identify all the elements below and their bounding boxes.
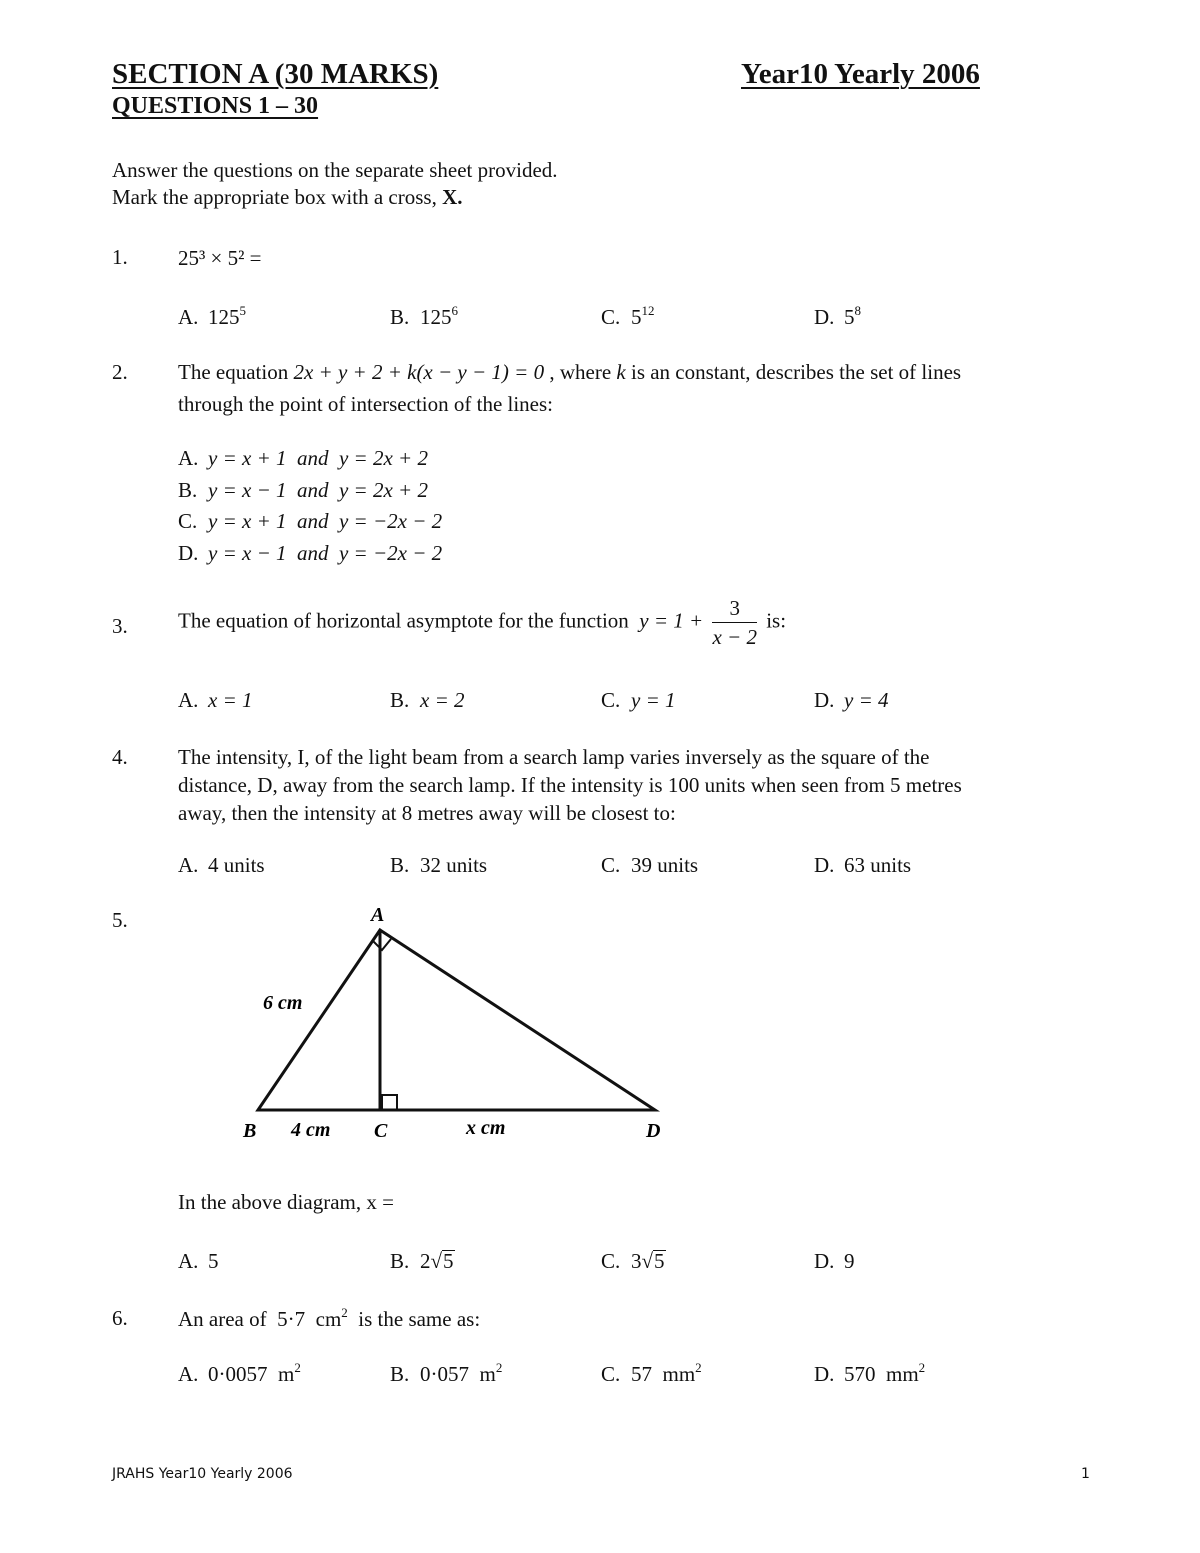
footer-school-exam: JRAHS Year10 Yearly 2006: [112, 1466, 293, 1482]
exam-title: Year10 Yearly 2006: [741, 58, 980, 90]
option-letter: B.: [390, 1249, 410, 1273]
option-text: x = 2: [420, 688, 465, 712]
option-radicand: 5: [443, 1249, 454, 1273]
triangle-abd: [258, 930, 655, 1110]
side-label-cd: x cm: [466, 1117, 506, 1139]
question-2-number: 2.: [112, 360, 128, 384]
q6-option-c: [601, 1362, 702, 1387]
question-3-number: 3.: [112, 614, 128, 638]
question-4-line-3: away, then the intensity at 8 metres away will be closest to:: [178, 801, 676, 825]
option-letter: A.: [178, 1249, 199, 1273]
right-angle-marker-c: [382, 1095, 397, 1110]
question-4-number: 4.: [112, 745, 128, 769]
option-letter: D.: [814, 1249, 835, 1273]
option-text: y = x + 1 and y = 2x + 2: [208, 446, 428, 470]
right-angle-marker-a: [373, 939, 391, 950]
option-value: 570: [844, 1362, 876, 1386]
q5-option-d: [814, 1249, 855, 1274]
option-letter: A.: [178, 688, 199, 712]
option-base: 5: [844, 305, 855, 329]
question-2-stem: The equation 2x + y + 2 + k(x − y − 1) = 0 , where k is an constant, describes the set of lines: [178, 360, 962, 384]
option-exponent: 5: [239, 303, 246, 318]
q6-option-d: [814, 1362, 925, 1387]
question-4-line-2: distance, D, away from the search lamp. If the intensity is 100 units when seen from 5 metres: [178, 773, 962, 797]
question-3-stem: The equation of horizontal asymptote for the function y = 1 + $\frac{3}{x - 2}$ is:: [178, 596, 787, 649]
question-2-equation: 2x + y + 2 + k(x − y − 1) = 0: [293, 360, 545, 384]
questions-range: QUESTIONS 1 – 30: [112, 93, 319, 119]
option-unit: mm: [886, 1362, 919, 1386]
option-exponent: 2: [495, 1360, 503, 1375]
option-exponent: 2: [918, 1360, 926, 1375]
option-value: 9: [844, 1249, 855, 1273]
radical-sign: √: [641, 1249, 654, 1273]
option-text: 63 units: [844, 853, 912, 877]
radical-sign: √: [430, 1249, 443, 1273]
option-exponent: 12: [641, 303, 655, 318]
option-letter: A.: [178, 305, 199, 329]
option-text: y = x − 1 and y = −2x − 2: [208, 540, 443, 565]
option-text: 39 units: [631, 853, 699, 877]
option-text: 32 units: [420, 853, 488, 877]
option-unit: m: [479, 1362, 496, 1386]
option-base: 125: [208, 305, 240, 329]
option-text: x = 1: [208, 688, 253, 712]
q5-option-b: [390, 1249, 455, 1274]
option-unit: m: [278, 1362, 295, 1386]
option-coefficient: 3: [631, 1249, 642, 1273]
option-value: 57: [631, 1362, 652, 1386]
option-text: 4 units: [208, 853, 265, 877]
option-letter: C.: [601, 1249, 621, 1273]
instructions-line-1: Answer the questions on the separate sheet provided.: [112, 158, 558, 182]
option-letter: C.: [601, 1362, 621, 1386]
side-label-ab: 6 cm: [263, 992, 303, 1014]
question-3-fraction: $\frac{3}{x - 2}$: [712, 596, 757, 649]
option-letter: B.: [390, 1362, 410, 1386]
vertex-label-c: C: [374, 1120, 388, 1142]
vertex-label-b: B: [243, 1120, 257, 1142]
option-exponent: 2: [294, 1360, 301, 1375]
question-1-number: 1.: [112, 245, 128, 269]
option-value: 0·057: [420, 1362, 469, 1386]
option-text: y = 4: [844, 688, 889, 712]
option-base: 5: [631, 305, 642, 329]
option-letter: D.: [814, 305, 835, 329]
question-6-number: 6.: [112, 1306, 128, 1330]
vertex-label-a: A: [371, 904, 385, 926]
question-5-stem: In the above diagram, x =: [178, 1190, 394, 1214]
q6-option-b: [390, 1362, 502, 1387]
option-letter: C.: [601, 853, 621, 877]
page-number: 1: [1081, 1466, 1090, 1482]
option-exponent: 2: [695, 1360, 702, 1375]
option-letter: D.: [814, 1362, 835, 1386]
q6-option-a: [178, 1362, 301, 1387]
option-letter: B.: [390, 853, 410, 877]
option-letter: A.: [178, 446, 199, 470]
option-radicand: 5: [654, 1249, 665, 1273]
option-letter: A.: [178, 1362, 199, 1386]
option-letter: A.: [178, 853, 199, 877]
option-exponent: 6: [451, 303, 458, 318]
option-letter: D.: [178, 540, 199, 565]
option-text: y = x + 1 and y = −2x − 2: [208, 509, 443, 533]
option-value: 0·0057: [208, 1362, 268, 1386]
option-base: 125: [420, 305, 452, 329]
vertex-label-d: D: [646, 1120, 661, 1142]
question-1-stem: 25³ × 5² =: [178, 246, 262, 270]
q5-option-c: [601, 1249, 666, 1274]
option-letter: C.: [601, 688, 621, 712]
option-unit: mm: [662, 1362, 696, 1386]
question-6-stem: An area of 5·7 $cm^2$ is the same as:: [178, 1305, 481, 1331]
option-coefficient: 2: [420, 1249, 431, 1273]
option-letter: B.: [390, 305, 410, 329]
side-label-bc: 4 cm: [291, 1119, 331, 1141]
question-2-stem-line-2: through the point of intersection of the lines:: [178, 392, 554, 416]
question-5-number: 5.: [112, 908, 128, 932]
option-letter: B.: [390, 688, 410, 712]
option-text: y = x − 1 and y = 2x + 2: [208, 477, 428, 502]
section-heading: SECTION A (30 MARKS): [112, 58, 439, 90]
question-4-line-1: The intensity, I, of the light beam from a search lamp varies inversely as the square of the: [178, 745, 930, 769]
option-letter: D.: [814, 688, 835, 712]
option-letter: D.: [814, 853, 835, 877]
q5-option-a: [178, 1249, 219, 1274]
option-letter: C.: [178, 509, 198, 533]
option-letter: B.: [178, 477, 198, 502]
option-letter: C.: [601, 305, 621, 329]
option-text: y = 1: [631, 688, 676, 712]
instructions-line-2: Mark the appropriate box with a cross, X.: [112, 185, 463, 209]
option-value: 5: [208, 1249, 219, 1273]
option-exponent: 8: [854, 303, 861, 318]
